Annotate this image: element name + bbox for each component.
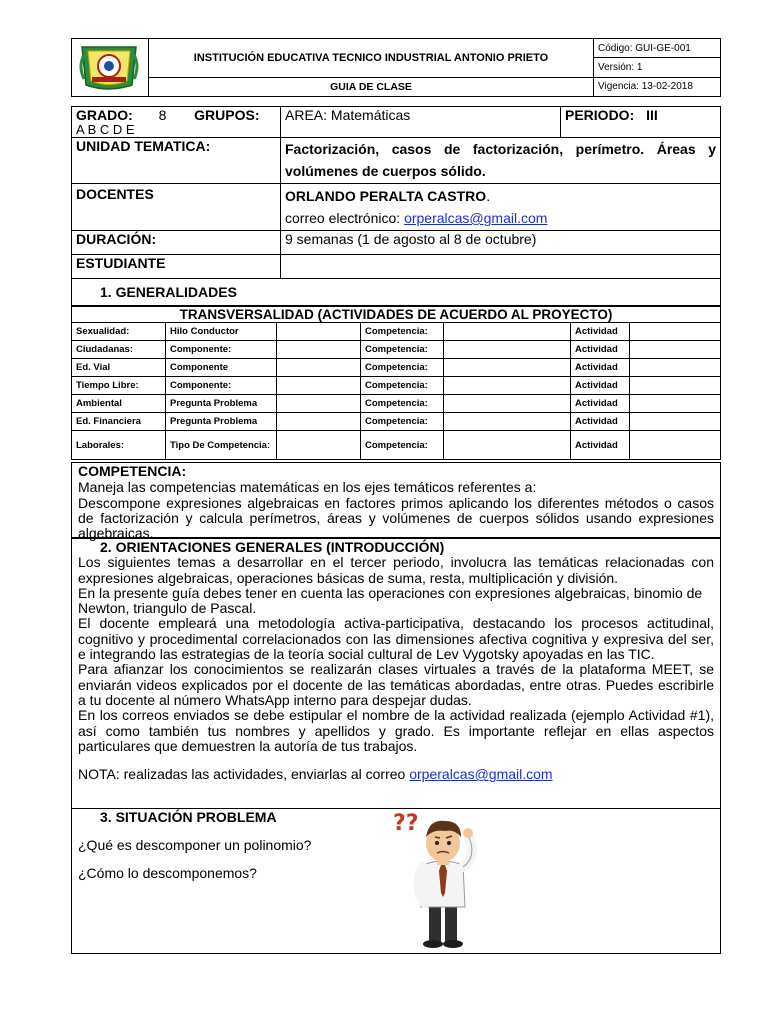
trans-topic: Ambiental <box>72 395 166 413</box>
question-marks: ?? <box>393 811 419 836</box>
info-table <box>71 106 721 306</box>
docentes-label: DOCENTES <box>72 184 281 231</box>
trans-blank <box>444 359 571 377</box>
trans-blank <box>277 323 361 341</box>
school-logo-icon <box>74 41 144 91</box>
situacion-q1: ¿Qué es descomponer un polinomio? <box>78 837 312 854</box>
orientaciones-section <box>71 538 721 809</box>
doc-version: Versión: 1 <box>594 58 721 77</box>
doc-code: Código: GUI-GE-001 <box>594 39 721 58</box>
trans-act: Actividad <box>571 377 630 395</box>
email-label: correo electrónico: <box>285 210 401 226</box>
trans-topic: Tiempo Libre: <box>72 377 166 395</box>
trans-act: Actividad <box>571 359 630 377</box>
grado-cell <box>72 107 281 138</box>
unidad-value: Factorización, casos de factorización, perímetro. Áreas y volúmenes de cuerpos sólido. <box>281 138 721 184</box>
estudiante-field[interactable] <box>281 255 721 279</box>
trans-comp: Competencia: <box>361 431 444 460</box>
confused-man-illustration <box>385 807 499 949</box>
trans-blank <box>630 323 721 341</box>
trans-act: Actividad <box>571 341 630 359</box>
trans-comp: Competencia: <box>361 341 444 359</box>
trans-blank <box>277 413 361 431</box>
trans-act: Actividad <box>571 323 630 341</box>
trans-topic: Ed. Vial <box>72 359 166 377</box>
trans-blank <box>444 341 571 359</box>
institution-name: INSTITUCIÓN EDUCATIVA TECNICO INDUSTRIAL ANTONIO PRIETO <box>149 39 594 78</box>
periodo-label: PERIODO: <box>565 107 635 123</box>
trans-blank <box>277 395 361 413</box>
grupos-label: GRUPOS: <box>194 107 260 123</box>
trans-blank <box>444 413 571 431</box>
nota-email-link[interactable]: orperalcas@gmail.com <box>409 766 553 783</box>
orientaciones-p5: En los correos enviados se debe estipular el nombre de la actividad realizada (ejemplo Actividad #1), así como también tus nombres y apellidos y grado. Es importante reflejar en ellas aspectos particulares que demuestren la autoría de tus trabajos. <box>78 707 714 754</box>
trans-blank <box>277 431 361 460</box>
trans-field: Hilo Conductor <box>166 323 277 341</box>
trans-topic: Ed. Financiera <box>72 413 166 431</box>
competencia-line2: Descompone expresiones algebraicas en factores primos aplicando los diferentes métodos o casos de factorización y calcula perímetros, áreas y volúmenes de cuerpos sólidos usando expresiones algebraicas. <box>78 494 714 542</box>
trans-act: Actividad <box>571 431 630 460</box>
docente-dot: . <box>486 188 491 204</box>
grado-value: 8 <box>158 107 167 123</box>
trans-act: Actividad <box>571 413 630 431</box>
trans-blank <box>630 431 721 460</box>
estudiante-label: ESTUDIANTE <box>72 255 281 279</box>
trans-topic: Laborales: <box>72 431 166 460</box>
orientaciones-title: 2. ORIENTACIONES GENERALES (INTRODUCCIÓN) <box>100 539 445 555</box>
situacion-title: 3. SITUACIÓN PROBLEMA <box>100 809 277 825</box>
trans-topic: Sexualidad: <box>72 323 166 341</box>
doc-type: GUIA DE CLASE <box>149 77 594 96</box>
trans-blank <box>444 323 571 341</box>
trans-field: Pregunta Problema <box>166 395 277 413</box>
trans-blank <box>277 341 361 359</box>
orientaciones-p4: Para afianzar los conocimientos se realizarán clases virtuales a través de la plataforma MEET, se enviarán videos explicados por el docente de las temáticas abordadas, entre otras. Puedes escribirle a tu docente al número WhatsApp interno para despejar dudas. <box>78 661 714 708</box>
trans-blank <box>444 377 571 395</box>
trans-blank <box>444 431 571 460</box>
orientaciones-p2: En la presente guía debes tener en cuenta las operaciones con expresiones algebraicas, binomio de Newton, triangulo de Pascal. <box>78 584 703 617</box>
grado-label: GRADO: <box>76 107 133 123</box>
trans-act: Actividad <box>571 395 630 413</box>
competencia-line1: Maneja las competencias matemáticas en los ejes temáticos referentes a: <box>78 479 537 496</box>
transversalidad-table <box>71 306 721 460</box>
trans-blank <box>630 413 721 431</box>
trans-blank <box>277 359 361 377</box>
trans-comp: Competencia: <box>361 413 444 431</box>
trans-comp: Competencia: <box>361 395 444 413</box>
trans-comp: Competencia: <box>361 359 444 377</box>
trans-blank <box>630 377 721 395</box>
header-table <box>71 38 721 97</box>
trans-field: Tipo De Competencia: <box>166 431 277 460</box>
competencia-title: COMPETENCIA: <box>78 463 187 479</box>
trans-blank <box>277 377 361 395</box>
area-cell: AREA: Matemáticas <box>281 107 561 138</box>
trans-blank <box>444 395 571 413</box>
orientaciones-nota <box>78 767 714 782</box>
docentes-cell <box>281 184 721 231</box>
duracion-value: 9 semanas (1 de agosto al 8 de octubre) <box>281 231 721 255</box>
trans-field: Componente <box>166 359 277 377</box>
unidad-label: UNIDAD TEMATICA: <box>72 138 281 184</box>
competencia-section <box>71 462 721 542</box>
trans-blank <box>630 359 721 377</box>
periodo-value: III <box>646 107 658 123</box>
situacion-section <box>71 808 721 954</box>
trans-blank <box>630 395 721 413</box>
periodo-cell <box>561 107 721 138</box>
duracion-label: DURACIÓN: <box>72 231 281 255</box>
trans-field: Componente: <box>166 377 277 395</box>
generalidades-heading: 1. GENERALIDADES <box>72 279 721 306</box>
docente-email-link[interactable]: orperalcas@gmail.com <box>404 210 548 226</box>
trans-blank <box>630 341 721 359</box>
trans-comp: Competencia: <box>361 323 444 341</box>
docente-name: ORLANDO PERALTA CASTRO <box>285 188 487 204</box>
trans-field: Componente: <box>166 341 277 359</box>
orientaciones-p3: El docente empleará una metodología activa-participativa, destacando los procesos actitudinal, cognitivo y procedimental correlacionados con las dimensiones afectiva cognitiva y expresiva del ser, e integrando las estrategias de la teoría social cultural de Lev Vygotsky apoyadas en las TIC. <box>78 615 714 663</box>
orientaciones-p1: Los siguientes temas a desarrollar en el tercer periodo, involucra las temáticas relacionadas con expresiones algebraicas, operaciones básicas de suma, resta, multiplicación y división. <box>78 554 714 586</box>
situacion-q2: ¿Cómo lo descomponemos? <box>78 864 257 881</box>
trans-field: Pregunta Problema <box>166 413 277 431</box>
doc-validity: Vigencia: 13-02-2018 <box>594 77 721 96</box>
nota-text: NOTA: realizadas las actividades, enviarlas al correo <box>78 766 406 783</box>
grupos-value: A B C D E <box>76 122 135 137</box>
trans-comp: Competencia: <box>361 377 444 395</box>
logo-cell <box>72 39 149 97</box>
transversalidad-title: TRANSVERSALIDAD (ACTIVIDADES DE ACUERDO AL PROYECTO) <box>72 307 721 323</box>
trans-topic: Ciudadanas: <box>72 341 166 359</box>
